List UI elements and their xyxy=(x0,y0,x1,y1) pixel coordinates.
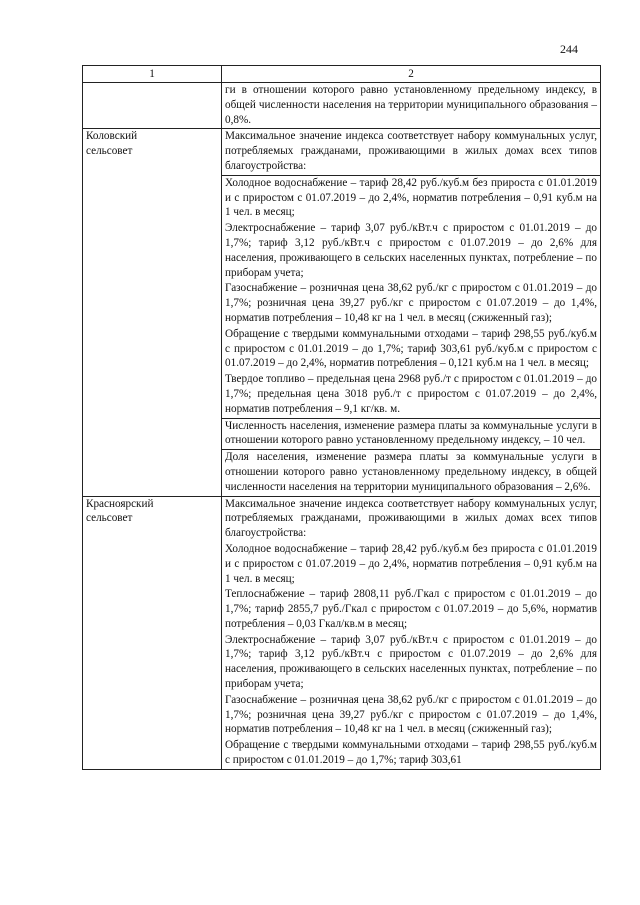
municipality-details xyxy=(222,129,601,496)
paragraph: Максимальное значение индекса соответствует набору коммунальных услуг, потребляемых гражданами, проживающими в жилых домах всех типов благоустройства: xyxy=(225,497,597,540)
paragraph: Газоснабжение – розничная цена 38,62 руб./кг с приростом с 01.01.2019 – до 1,7%; розничная цена 39,27 руб./кг с приростом с 01.07.2019 – до 1,4%, норматив потребления – 10,48 кг на 1 чел. в месяц (сжиженный газ); xyxy=(225,693,597,736)
paragraph: Электроснабжение – тариф 3,07 руб./кВт.ч с приростом с 01.01.2019 – до 1,7%; тариф 3,12 руб./кВт.ч с приростом с 01.07.2019 – до 2,6% для населения, проживающего в сельских населенных пунктах, потребление – по приборам учета; xyxy=(225,222,597,279)
table-header-row xyxy=(83,66,601,83)
municipality-details xyxy=(222,496,601,769)
paragraph: Обращение с твердыми коммунальными отходами – тариф 298,55 руб./куб.м с приростом с 01.01.2019 – до 1,7%; тариф 303,61 xyxy=(225,739,597,767)
paragraph: Электроснабжение – тариф 3,07 руб./кВт.ч с приростом с 01.01.2019 – до 1,7%; тариф 3,12 руб./кВт.ч с приростом с 01.07.2019 – до 2,6% для населения, проживающего в сельских населенных пунктах, потребление – по приборам учета; xyxy=(225,633,597,691)
paragraph: Обращение с твердыми коммунальными отходами – тариф 298,55 руб./куб.м с приростом с 01.01.2019 – до 1,7%; тариф 303,61 руб./куб.м с приростом с 01.07.2019 – до 2,4%, норматив потребления – 0,121 куб.м на 1 чел. в месяц; xyxy=(225,327,597,370)
paragraph: Численность населения, изменение размера платы за коммунальные услуги в отношении которого равно установленному предельному индексу, – 10 чел. xyxy=(221,419,601,451)
municipality-name: Коловский сельсовет xyxy=(83,129,222,496)
paragraph: Твердое топливо – предельная цена 2968 руб./т с приростом с 01.01.2019 – до 1,7%; предельная цена 3018 руб./т с приростом с 01.07.2019 – до 2,4%, норматив потребления – 9,1 кг/кв. м. xyxy=(221,372,601,418)
paragraph: Газоснабжение – розничная цена 38,62 руб./кг с приростом с 01.01.2019 – до 1,7%; розничная цена 39,27 руб./кг с приростом с 01.07.2019 – до 1,4%, норматив потребления – 10,48 кг на 1 чел. в месяц (сжиженный газ); xyxy=(225,282,597,324)
paragraph: Максимальное значение индекса соответствует набору коммунальных услуг, потребляемых гражданами, проживающими в жилых домах всех типов благоустройства: xyxy=(221,129,601,175)
continuation-paragraph: ги в отношении которого равно установленному предельному индексу, в общей численности населения на территории муниципального образования – 0,8%. xyxy=(225,84,597,126)
paragraph: Холодное водоснабжение – тариф 28,42 руб./куб.м без прироста с 01.01.2019 и с приростом с 01.07.2019 – до 2,4%, норматив потребления – 0,91 куб.м на 1 чел. в месяц; xyxy=(225,542,597,585)
table-row xyxy=(83,496,601,769)
column-header-2: 2 xyxy=(222,66,601,83)
page-number: 244 xyxy=(560,42,578,56)
paragraph: Теплоснабжение – тариф 2808,11 руб./Гкал с приростом с 01.01.2019 – до 1,7%; тариф 2855,7 руб./Гкал с приростом с 01.07.2019 – до 5,6%, норматив потребления – 0,03 Гкал/кв.м в месяц; xyxy=(225,588,597,630)
continuation-name-cell xyxy=(83,83,222,129)
continuation-row xyxy=(83,83,601,129)
column-header-1: 1 xyxy=(83,66,222,83)
paragraph: Холодное водоснабжение – тариф 28,42 руб./куб.м без прироста с 01.01.2019 и с приростом с 01.07.2019 – до 2,4%, норматив потребления – 0,91 куб.м на 1 чел. в месяц; xyxy=(225,176,597,219)
table-row xyxy=(83,129,601,496)
municipality-name: Красноярский сельсовет xyxy=(83,496,222,769)
paragraph: Доля населения, изменение размера платы за коммунальные услуги в отношении которого равно установленному предельному индексу, в общей численности населения на территории муниципального образования – 2,6%. xyxy=(225,451,597,493)
tariff-table xyxy=(82,65,601,770)
